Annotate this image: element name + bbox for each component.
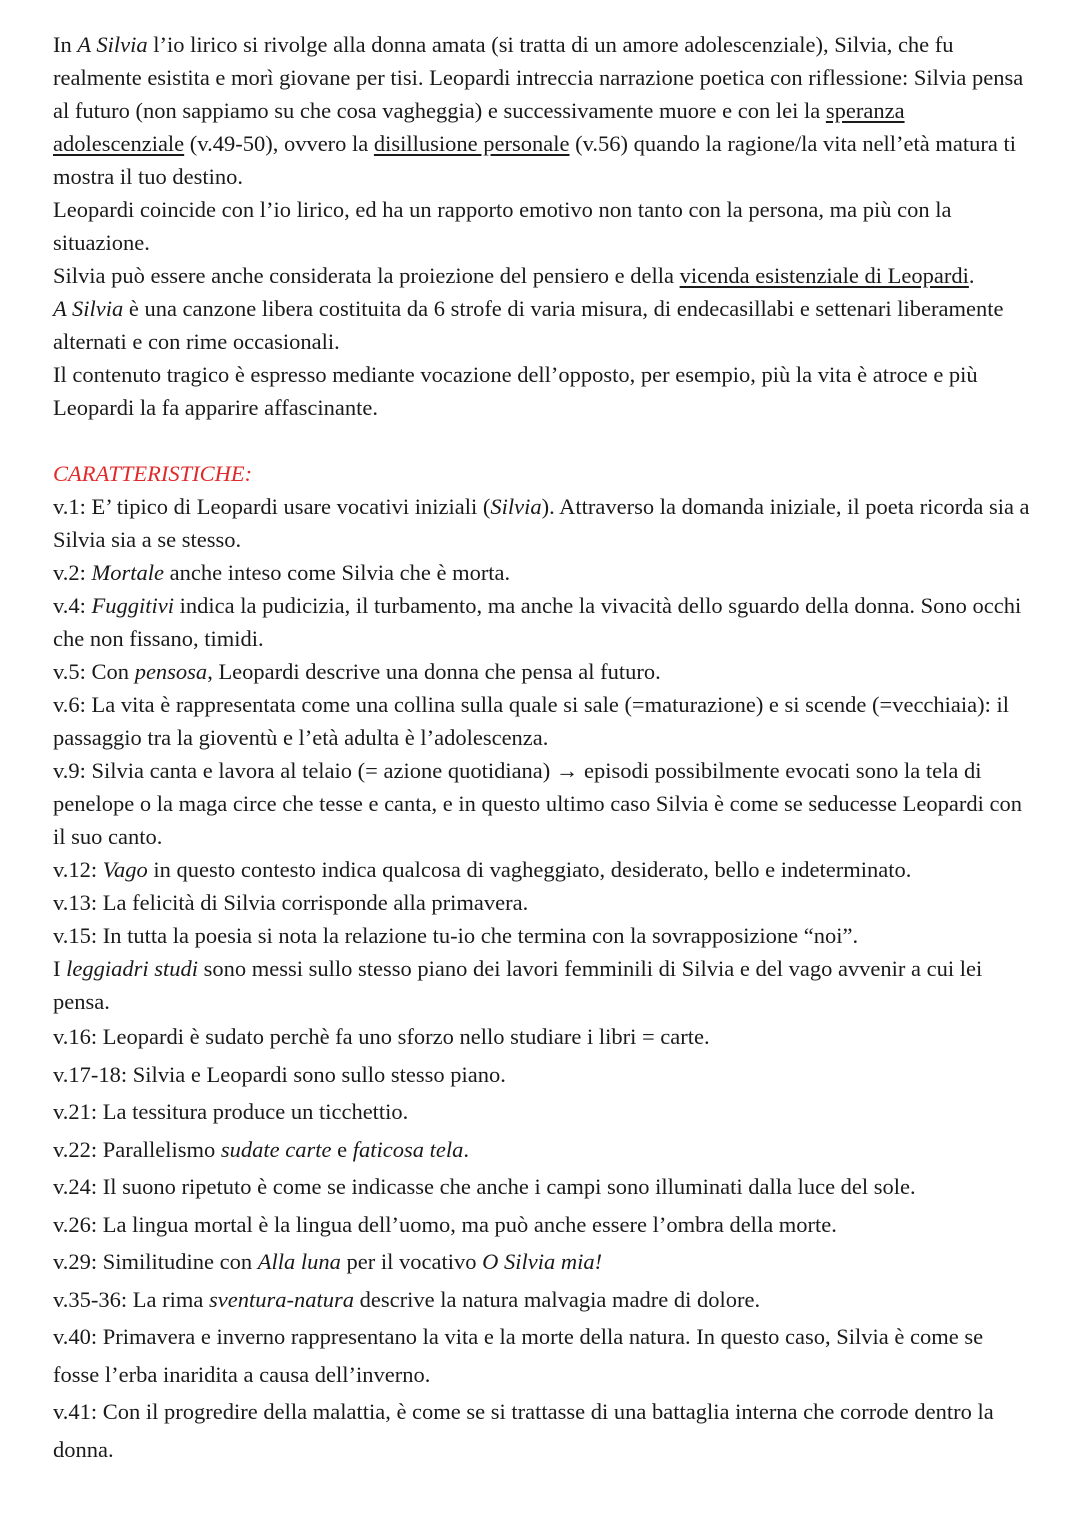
text-run: I <box>53 956 67 981</box>
italic-term: Vago <box>102 857 148 882</box>
italic-term: Fuggitivi <box>91 593 175 618</box>
text-run: sono messi sullo stesso piano dei lavori femminili di Silvia e del vago avvenir a cui lei pensa. <box>53 956 983 1014</box>
verse-note: v.6: La vita è rappresentata come una collina sulla quale si sale (=maturazione) e si scende (=vecchiaia): il passaggio tra la gioventù e l’età adulta è l’adolescenza. <box>53 692 1010 750</box>
text-run: indica la pudicizia, il turbamento, ma anche la vivacità dello sguardo della donna. Sono occhi che non fissano, timidi. <box>53 593 1022 651</box>
text-run: l’io lirico si rivolge alla donna amata (si tratta di un amore adolescenziale), Silvia, che fu realmente esistita e morì giovane per tisi. Leopardi intreccia narrazione poetica con riflessione: Silvia pensa al futuro (non sappiamo su che cosa vagheggia) e successivamente muore e con lei la <box>53 32 1024 123</box>
verse-note <box>53 1243 1032 1281</box>
intro-paragraph <box>53 292 1032 358</box>
poem-title: A Silvia <box>77 32 148 57</box>
intro-paragraph: Il contenuto tragico è espresso mediante vocazione dell’opposto, per esempio, più la vita è atroce e più Leopardi la fa apparire affascinante. <box>53 362 978 420</box>
italic-term: pensosa <box>134 659 208 684</box>
section-heading: CARATTERISTICHE: <box>53 461 253 486</box>
italic-term: sudate carte <box>220 1136 332 1162</box>
verse-note: v.40: Primavera e inverno rappresentano la vita e la morte della natura. In questo caso, Silvia è come se fosse l’erba inaridita a causa dell’inverno. <box>53 1324 984 1387</box>
text-run: anche inteso come Silvia che è morta. <box>164 560 511 585</box>
verse-note: v.21: La tessitura produce un ticchettio. <box>53 1099 409 1124</box>
italic-term: leggiadri studi <box>66 956 199 981</box>
italic-term: faticosa tela <box>352 1136 464 1162</box>
text-run: v.4: <box>53 593 92 618</box>
verse-note: v.16: Leopardi è sudato perchè fa uno sforzo nello studiare i libri = carte. <box>53 1024 710 1049</box>
underlined-phrase: vicenda esistenziale di Leopardi <box>679 263 969 288</box>
text-run: Silvia può essere anche considerata la proiezione del pensiero e della <box>53 263 680 288</box>
verse-note: v.26: La lingua mortal è la lingua dell’uomo, ma può anche essere l’ombra della morte. <box>53 1211 837 1237</box>
verse-note: v.17-18: Silvia e Leopardi sono sullo stesso piano. <box>53 1061 506 1087</box>
verse-note <box>53 1131 1032 1169</box>
text-run: è una canzone libera costituita da 6 strofe di varia misura, di endecasillabi e settenari liberamente alternati e con rime occasionali. <box>53 296 1004 354</box>
verse-note: v.9: Silvia canta e lavora al telaio (= azione quotidiana) → episodi possibilmente evocati sono la tela di penelope o la maga circe che tesse e canta, e in questo ultimo caso Silvia è come se seducesse Leopardi con il suo canto. <box>53 758 1022 849</box>
verse-note <box>53 490 1032 556</box>
text-run: (v.49-50), ovvero la <box>184 131 374 156</box>
underlined-phrase: disillusione personale <box>373 131 570 156</box>
text-run: v.5: Con <box>53 659 135 684</box>
text-run: v.29: Similitudine con <box>53 1249 258 1274</box>
poem-title: A Silvia <box>53 296 124 321</box>
text-run: v.2: <box>53 560 92 585</box>
underlined-phrase: speranza adolescenziale <box>53 98 905 156</box>
verse-note <box>53 1281 1032 1319</box>
text-run: v.35-36: La rima <box>53 1286 209 1312</box>
verse-note <box>53 556 1032 589</box>
text-run: in questo contesto indica qualcosa di vagheggiato, desiderato, bello e indeterminato. <box>147 857 912 882</box>
verse-note <box>53 589 1032 655</box>
text-run: v.12: <box>53 857 103 882</box>
verse-note: v.24: Il suono ripetuto è come se indicasse che anche i campi sono illuminati dalla luce del sole. <box>53 1174 916 1199</box>
text-run: v.1: E’ tipico di Leopardi usare vocativi iniziali ( <box>53 494 491 519</box>
italic-term: O Silvia mia! <box>482 1249 603 1274</box>
verse-note: v.15: In tutta la poesia si nota la relazione tu-io che termina con la sovrapposizione “noi”. <box>53 923 859 948</box>
italic-term: Mortale <box>91 560 165 585</box>
text-run: ). Attraverso la domanda iniziale, il poeta ricorda sia a Silvia sia a se stesso. <box>53 494 1030 552</box>
verse-note <box>53 952 1032 1018</box>
italic-term: Silvia <box>490 494 542 519</box>
verse-note <box>53 655 1032 688</box>
intro-paragraph <box>53 259 1032 292</box>
text-run: v.22: Parallelismo <box>53 1136 221 1162</box>
intro-paragraph: Leopardi coincide con l’io lirico, ed ha un rapporto emotivo non tanto con la persona, ma più con la situazione. <box>53 197 952 255</box>
text-run: descrive la natura malvagia madre di dolore. <box>354 1286 761 1312</box>
text-run: e <box>331 1136 353 1162</box>
text-run: , Leopardi descrive una donna che pensa al futuro. <box>207 659 661 684</box>
spacer <box>53 424 1032 457</box>
text-run: In <box>53 32 78 57</box>
text-run: per il vocativo <box>340 1249 483 1274</box>
text-run: . <box>968 263 975 288</box>
verse-note <box>53 853 1032 886</box>
italic-term: sventura-natura <box>209 1286 354 1312</box>
verse-note: v.13: La felicità di Silvia corrisponde alla primavera. <box>53 890 529 915</box>
text-run: (v.56) quando la ragione/la vita nell’età matura ti mostra il tuo destino. <box>53 131 1016 189</box>
intro-paragraph <box>53 28 1032 193</box>
italic-term: Alla luna <box>257 1249 341 1274</box>
text-run: . <box>463 1136 470 1162</box>
verse-note: v.41: Con il progredire della malattia, è come se si trattasse di una battaglia interna che corrode dentro la donna. <box>53 1399 994 1462</box>
